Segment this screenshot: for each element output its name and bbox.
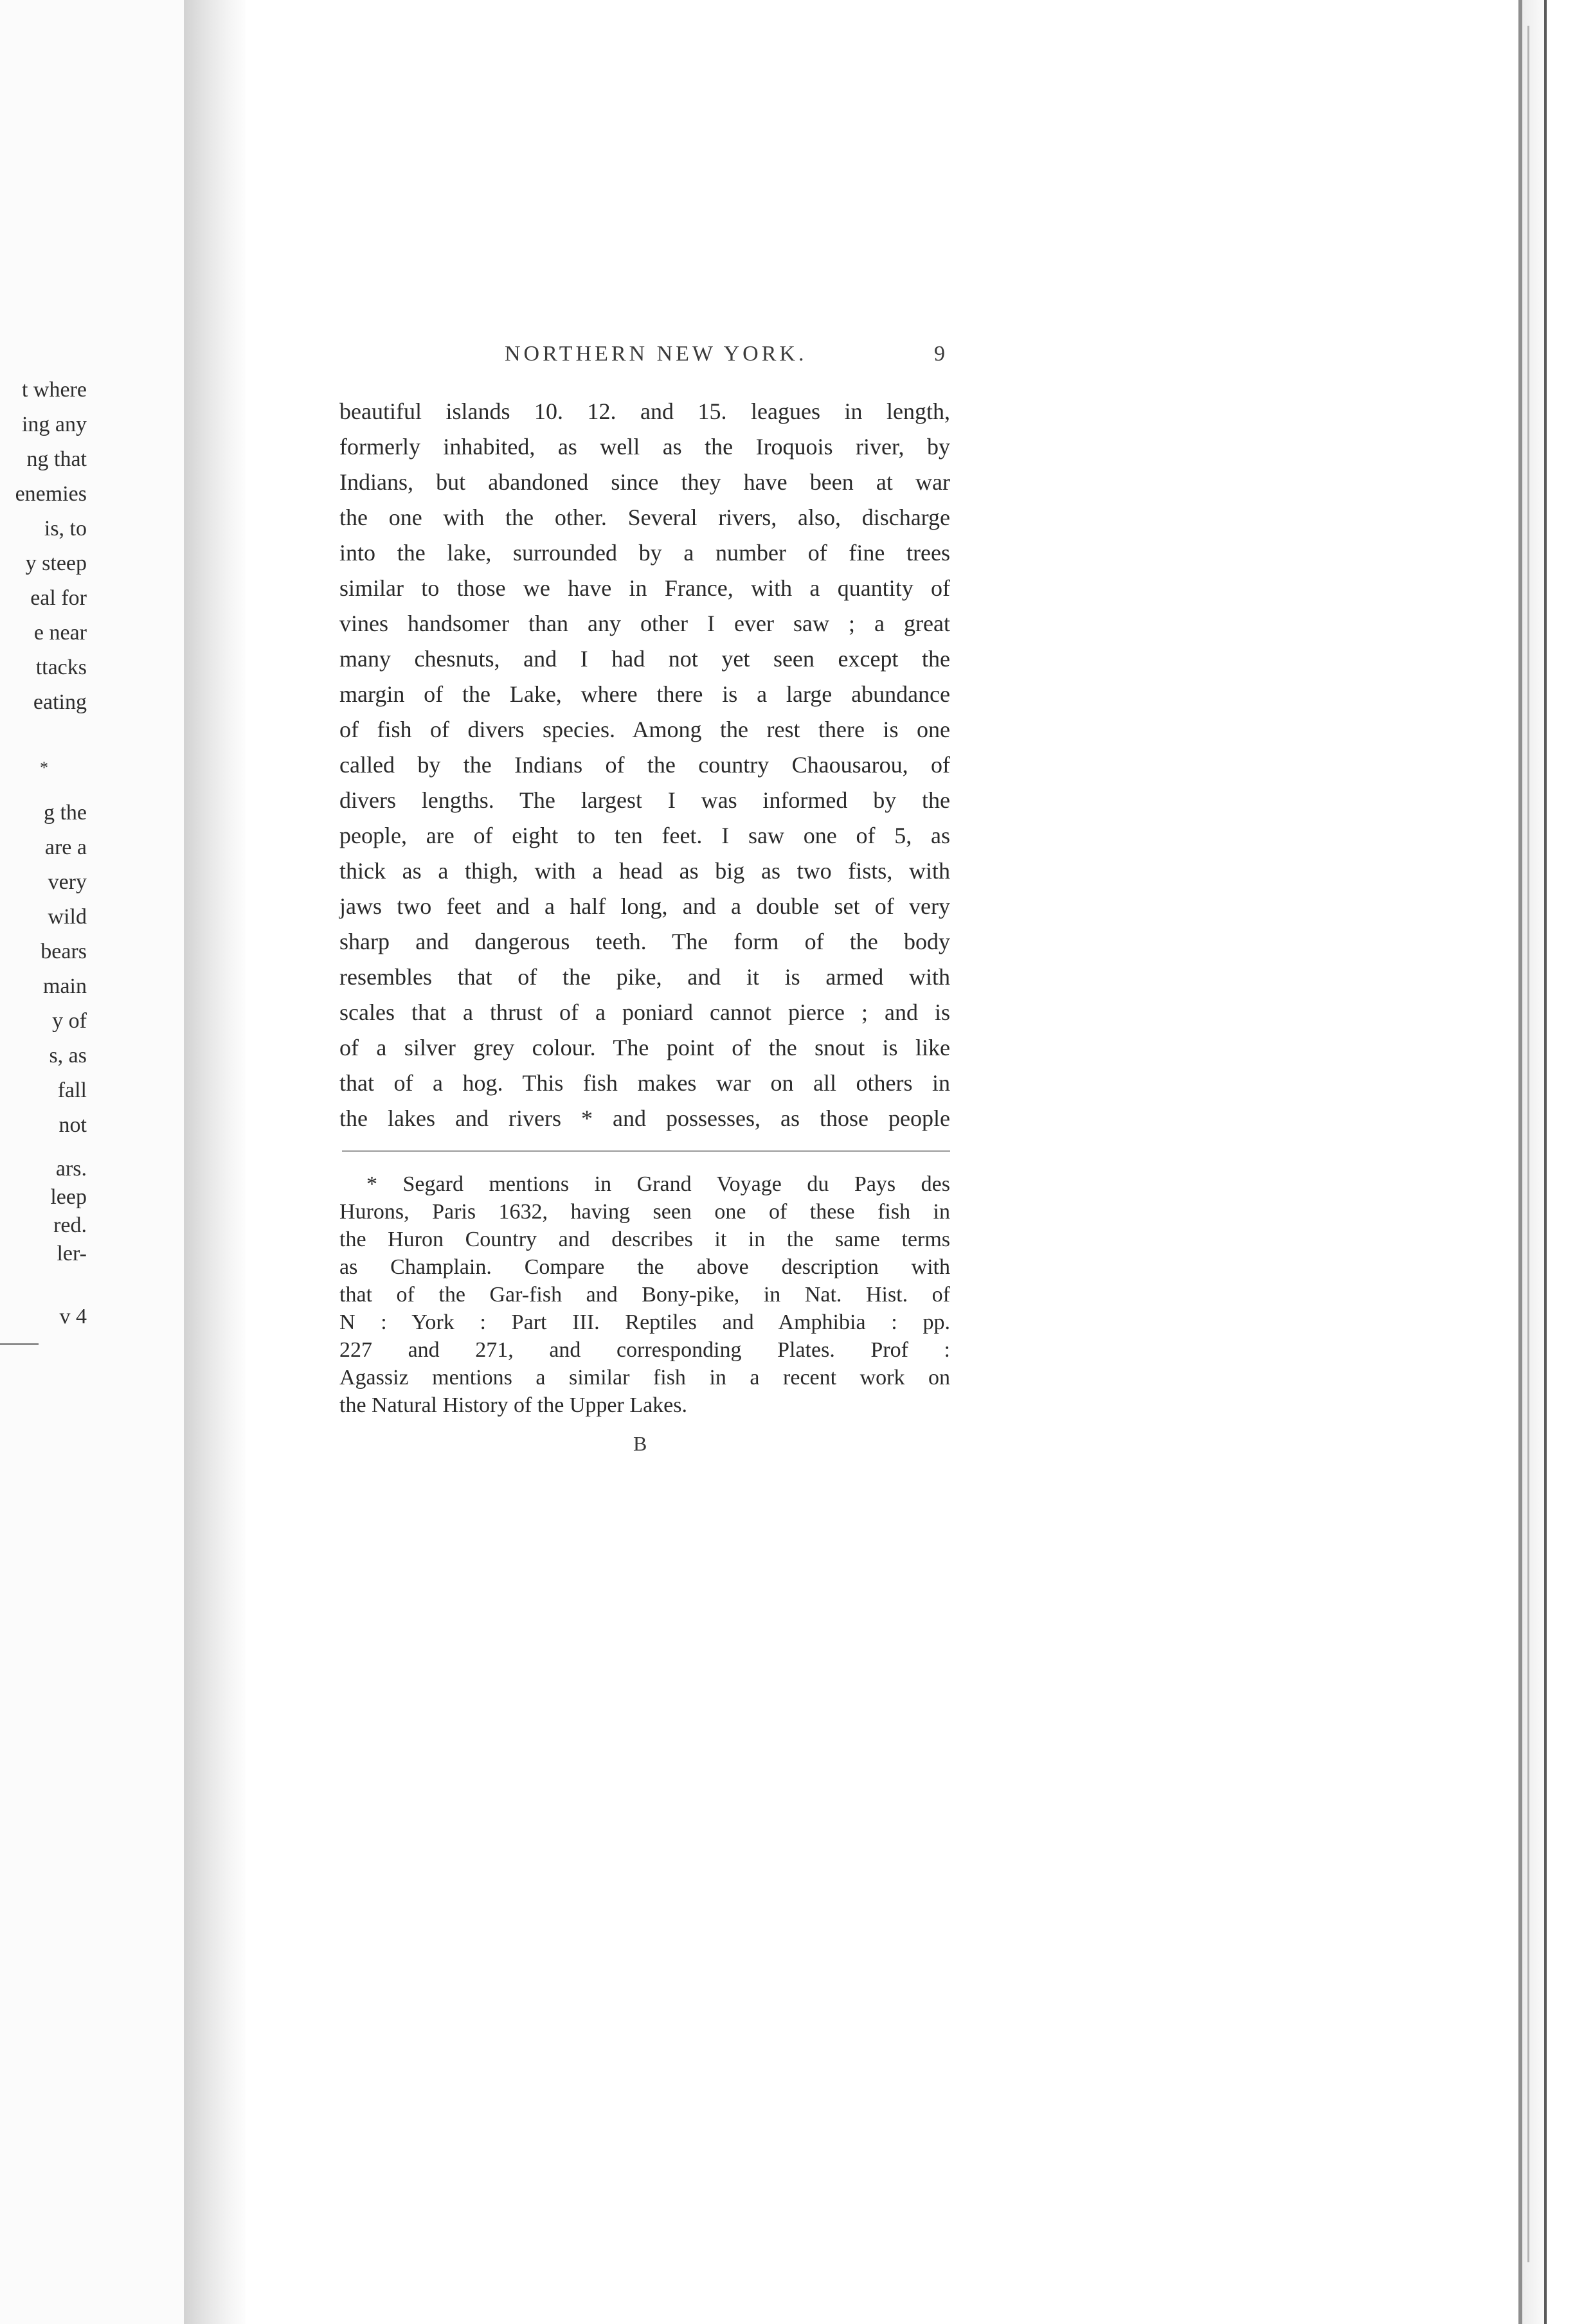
footnote-line: * Segard mentions in Grand Voyage du Pays des [366, 1172, 950, 1196]
body-line: that of a hog. This fish makes war on all others in [339, 1070, 950, 1096]
footnote-line: the Huron Country and describes it in the same terms [339, 1228, 950, 1251]
left-page-line: bears [40, 940, 87, 963]
body-line: thick as a thigh, with a head as big as two fists, with [339, 858, 950, 884]
left-page-line: ng that [26, 447, 87, 471]
left-page-asterisk: * [40, 758, 48, 777]
left-facing-page [0, 0, 193, 2324]
left-page-line: ttacks [35, 656, 87, 679]
footnote-line: that of the Gar-fish and Bony-pike, in Nat. Hist. of [339, 1283, 950, 1307]
left-page-line: e near [33, 621, 87, 645]
left-page-line: main [43, 974, 87, 998]
body-line: scales that a thrust of a poniard cannot pierce ; and is [339, 999, 950, 1025]
body-line: people, are of eight to ten feet. I saw one of 5, as [339, 823, 950, 848]
body-line: of fish of divers species. Among the rest there is one [339, 717, 950, 742]
left-page-line: t where [21, 378, 87, 402]
left-page-line: wild [48, 905, 87, 929]
body-line: formerly inhabited, as well as the Iroquois river, by [339, 434, 950, 460]
left-page-line: ing any [21, 413, 87, 436]
page-edge-margin [1522, 0, 1544, 2324]
footnote-line: 227 and 271, and corresponding Plates. Prof : [339, 1338, 950, 1362]
left-page-line: is, to [44, 517, 87, 541]
left-page-line: ars. [55, 1157, 87, 1181]
body-line: into the lake, surrounded by a number of fine trees [339, 540, 950, 566]
left-page-line: fall [57, 1078, 87, 1102]
body-line: of a silver grey colour. The point of the snout is like [339, 1035, 950, 1060]
body-line: the lakes and rivers * and possesses, as those people [339, 1105, 950, 1131]
left-page-line: not [59, 1113, 87, 1137]
left-page-line: enemies [15, 482, 87, 506]
footnote-line: as Champlain. Compare the above description with [339, 1255, 950, 1279]
left-page-line: v 4 [59, 1305, 87, 1328]
body-line: the one with the other. Several rivers, also, discharge [339, 505, 950, 530]
body-line: similar to those we have in France, with a quantity of [339, 575, 950, 601]
gutter-shadow [184, 0, 246, 2324]
body-line: jaws two feet and a half long, and a double set of very [339, 893, 950, 919]
running-head-title: NORTHERN NEW YORK. [505, 342, 807, 366]
body-line: called by the Indians of the country Chaousarou, of [339, 752, 950, 778]
left-page-line: leep [50, 1185, 87, 1209]
body-line: Indians, but abandoned since they have been at war [339, 469, 950, 495]
footnote-line: N : York : Part III. Reptiles and Amphibia : pp. [339, 1310, 950, 1334]
signature-mark: B [633, 1432, 647, 1455]
left-page-line: are a [44, 836, 87, 859]
body-line: beautiful islands 10. 12. and 15. leagues in length, [339, 398, 950, 424]
left-page-rule [0, 1343, 39, 1345]
left-page-line: very [48, 870, 87, 894]
left-page-line: g the [43, 801, 87, 825]
footnote-line: Agassiz mentions a similar fish in a recent work on [339, 1366, 950, 1390]
left-page-line: ler- [57, 1242, 87, 1265]
scan-background [1547, 0, 1584, 2324]
page-number: 9 [934, 342, 948, 366]
left-page-line: red. [53, 1213, 87, 1237]
footnote-rule [342, 1150, 950, 1152]
page-edge-line [1527, 26, 1529, 2262]
left-page-line: eating [33, 690, 87, 714]
left-page-line: y of [52, 1009, 87, 1033]
body-line: sharp and dangerous teeth. The form of the body [339, 929, 950, 954]
body-line: resembles that of the pike, and it is armed with [339, 964, 950, 990]
body-line: many chesnuts, and I had not yet seen except the [339, 646, 950, 672]
body-line: margin of the Lake, where there is a large abundance [339, 681, 950, 707]
footnote-line: Hurons, Paris 1632, having seen one of these fish in [339, 1200, 950, 1224]
body-line: vines handsomer than any other I ever saw ; a great [339, 611, 950, 636]
left-page-line: y steep [25, 551, 87, 575]
body-line: divers lengths. The largest I was informed by the [339, 787, 950, 813]
left-page-line: s, as [49, 1044, 87, 1068]
footnote-line: the Natural History of the Upper Lakes. [339, 1393, 687, 1417]
left-page-line: eal for [30, 586, 87, 610]
